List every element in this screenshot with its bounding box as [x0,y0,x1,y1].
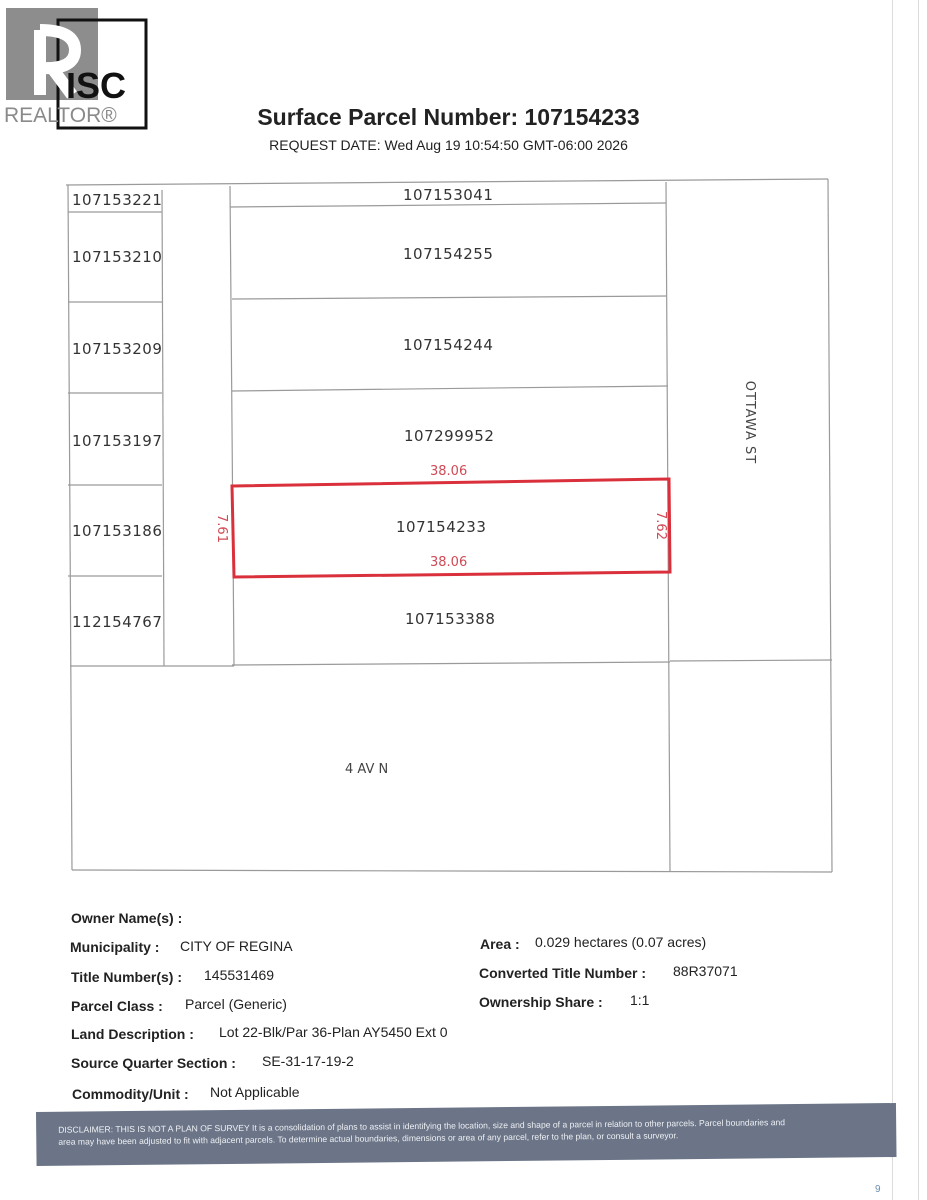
realtor-wordmark: REALTOR® [4,104,117,127]
owner-label: Owner Name(s) : [71,910,183,926]
title-number-value: 145531469 [204,967,275,983]
parcel-id-center: 107299952 [404,427,495,445]
dimension-bottom: 38.06 [430,555,468,570]
parcel-class-value: Parcel (Generic) [185,996,287,1012]
parcel-id-left: 107153210 [72,248,163,266]
parcel-id-center: 107153388 [405,610,496,628]
commodity-unit-value: Not Applicable [210,1084,300,1100]
subject-parcel-id: 107154233 [396,518,487,536]
commodity-unit-label: Commodity/Unit : [72,1086,189,1102]
parcel-id-left: 107153197 [72,432,163,450]
ownership-share-label: Ownership Share : [479,994,603,1010]
municipality-label: Municipality : [70,939,160,955]
dimension-top: 38.06 [430,464,468,479]
municipality-value: CITY OF REGINA [180,938,293,954]
request-date: REQUEST DATE: Wed Aug 19 10:54:50 GMT-06:00 2026 [269,137,628,153]
street-label-ottawa: OTTAWA ST [742,380,758,465]
area-value: 0.029 hectares (0.07 acres) [535,934,707,950]
disclaimer-line-2: area may have been adjusted to fit with adjacent parcels. To determine actual boundaries, dimensions or area of any parcel, refer to the plan, or consult a surveyor. [58,1130,679,1147]
source-quarter-section-value: SE-31-17-19-2 [262,1053,354,1069]
disclaimer-banner [36,1103,897,1166]
parcel-id-left: 107153186 [72,522,163,540]
dimension-left: 7.61 [213,514,229,543]
parcel-id-center: 107154244 [403,336,494,354]
street-label-4-av-n: 4 AV N [345,762,389,777]
dimension-right: 7.62 [652,511,668,540]
parcel-id-left: 107153221 [72,191,163,209]
source-quarter-section-label: Source Quarter Section : [71,1055,236,1071]
logo-letters: ISC [66,65,127,106]
disclaimer-line-1: DISCLAIMER: THIS IS NOT A PLAN OF SURVEY It is a consolidation of plans to assist in identifying the location, size and shape of a parcel in relation to other parcels. Parcel boundaries and [58,1117,786,1135]
parcel-id-left: 107153209 [72,340,163,358]
parcel-class-label: Parcel Class : [71,998,163,1014]
area-label: Area : [480,936,520,952]
parcel-id-center: 107153041 [403,186,494,204]
parcel-id-center: 107154255 [403,245,494,263]
title-number-label: Title Number(s) : [71,969,182,985]
parcel-id-left: 112154767 [72,613,163,631]
converted-title-number-value: 88R37071 [673,963,738,979]
ownership-share-value: 1:1 [630,992,650,1008]
land-description-label: Land Description : [71,1026,194,1042]
land-description-value: Lot 22-Blk/Par 36-Plan AY5450 Ext 0 [219,1024,448,1040]
corner-mark: 9 [875,1184,881,1195]
converted-title-number-label: Converted Title Number : [479,965,646,981]
page-title: Surface Parcel Number: 107154233 [257,104,640,130]
